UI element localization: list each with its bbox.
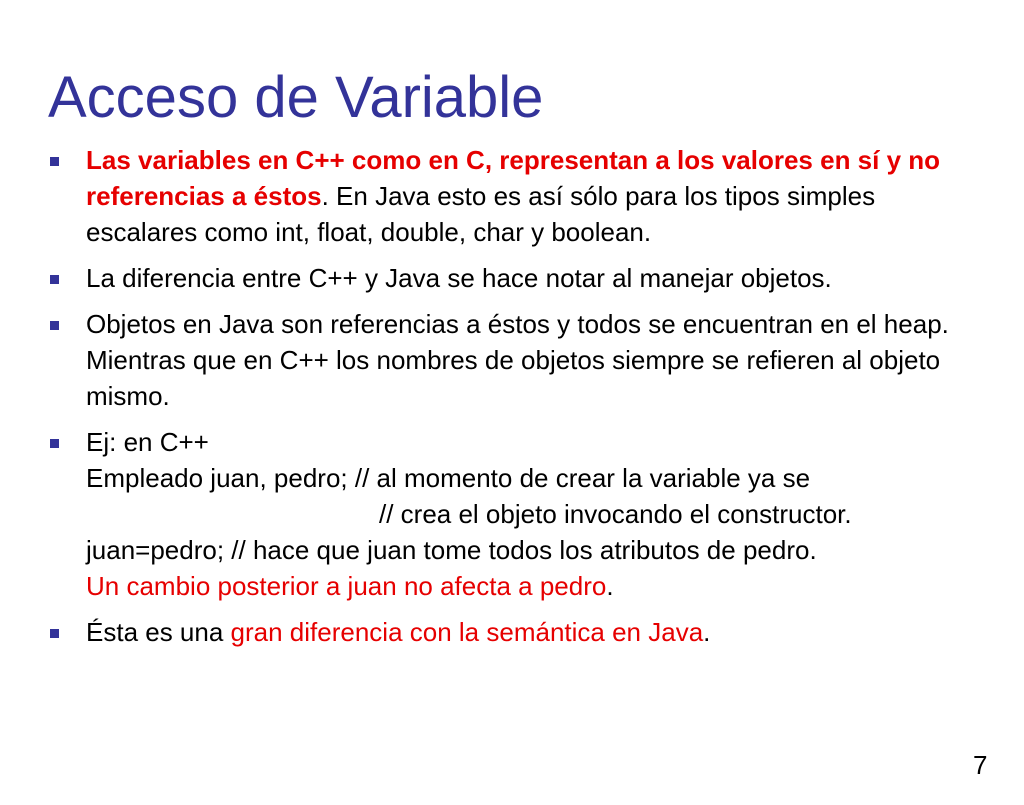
- example-trailing-punctuation: .: [606, 571, 614, 601]
- square-bullet-icon: [50, 321, 59, 330]
- bullet-5-highlight: gran diferencia con la semántica en Java: [230, 617, 704, 647]
- bullet-5-trailing-punctuation: .: [703, 617, 711, 647]
- example-line-3: // crea el objeto invocando el constructor.: [379, 499, 852, 529]
- square-bullet-icon: [50, 275, 59, 284]
- bullet-item-java-objects: [48, 306, 983, 414]
- bullet-item-example: [48, 424, 983, 604]
- bullet-list: [48, 142, 983, 660]
- bullet-3-text: Objetos en Java son referencias a éstos y todos se encuentran en el heap. Mientras que en C++ los nombres de objetos siempre se refieren al objeto mismo.: [86, 309, 949, 411]
- bullet-1-highlight: Las variables en C++ como en C, representan a los valores en sí y no referencias a éstos: [86, 145, 941, 211]
- example-line-1: Ej: en C++: [86, 427, 209, 457]
- square-bullet-icon: [50, 157, 59, 166]
- bullet-5-prefix: Ésta es una: [86, 617, 231, 647]
- example-line-4: juan=pedro; // hace que juan tome todos los atributos de pedro.: [86, 535, 817, 565]
- example-line-2: Empleado juan, pedro; // al momento de crear la variable ya se: [86, 463, 811, 493]
- bullet-2-text: La diferencia entre C++ y Java se hace notar al manejar objetos.: [86, 263, 832, 293]
- bullet-item-difference: [48, 260, 983, 296]
- square-bullet-icon: [50, 439, 59, 448]
- slide-title: Acceso de Variable: [48, 65, 544, 130]
- page-number: 7: [973, 750, 988, 780]
- square-bullet-icon: [50, 629, 59, 638]
- bullet-item-java-semantics: [48, 614, 983, 650]
- bullet-item-variables: [48, 142, 983, 250]
- example-highlight: Un cambio posterior a juan no afecta a pedro: [86, 571, 607, 601]
- bullet-1-text: . En Java esto es así sólo para los tipos simples escalares como int, float, double, char y boolean.: [86, 181, 876, 247]
